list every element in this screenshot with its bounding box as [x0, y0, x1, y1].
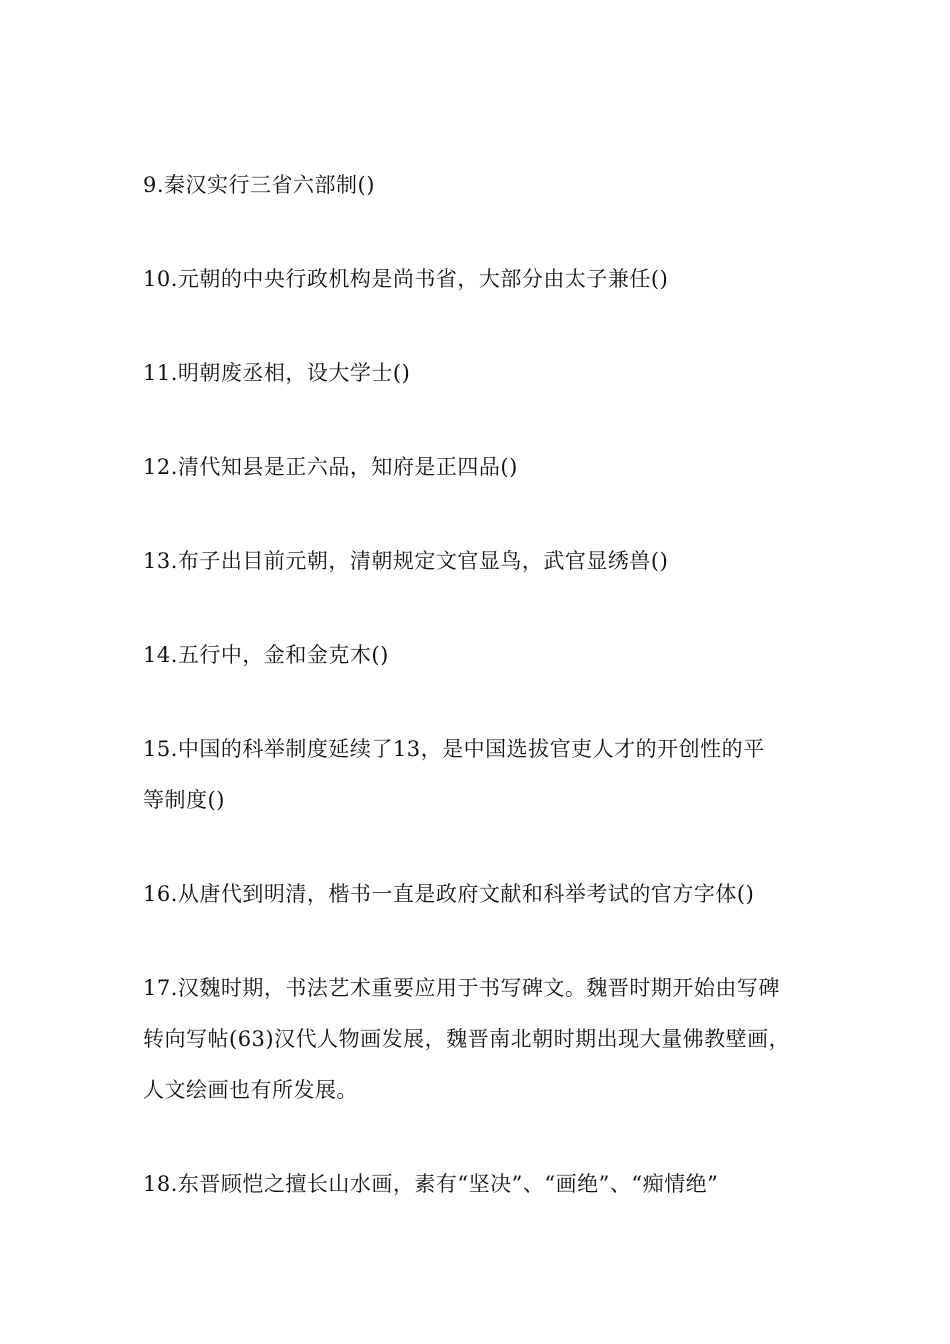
- question-12: 12.清代知县是正六品，知府是正四品(): [143, 455, 518, 479]
- question-16: 16.从唐代到明清，楷书一直是政府文献和科举考试的官方字体(): [143, 882, 755, 906]
- question-11: 11.明朝废丞相，设大学士(): [143, 361, 411, 385]
- question-13: 13.布子出目前元朝，清朝规定文官显鸟，武官显绣兽(): [143, 549, 669, 573]
- question-18: 18.东晋顾恺之擅长山水画，素有“坚决”、“画绝”、“痴情绝”: [143, 1172, 719, 1196]
- question-17-line-3: 人文绘画也有所发展。: [143, 1078, 358, 1102]
- question-15-line-1: 15.中国的科举制度延续了13，是中国选拔官吏人才的开创性的平: [143, 737, 765, 761]
- question-17-line-1: 17.汉魏时期，书法艺术重要应用于书写碑文。魏晋时期开始由写碑: [143, 976, 780, 1000]
- question-10: 10.元朝的中央行政机构是尚书省，大部分由太子兼任(): [143, 267, 669, 291]
- question-14: 14.五行中，金和金克木(): [143, 643, 389, 667]
- question-9: 9.秦汉实行三省六部制(): [143, 173, 375, 197]
- question-15-line-2: 等制度(): [143, 788, 225, 812]
- question-17-line-2: 转向写帖(63)汉代人物画发展，魏晋南北朝时期出现大量佛教壁画，: [143, 1027, 791, 1051]
